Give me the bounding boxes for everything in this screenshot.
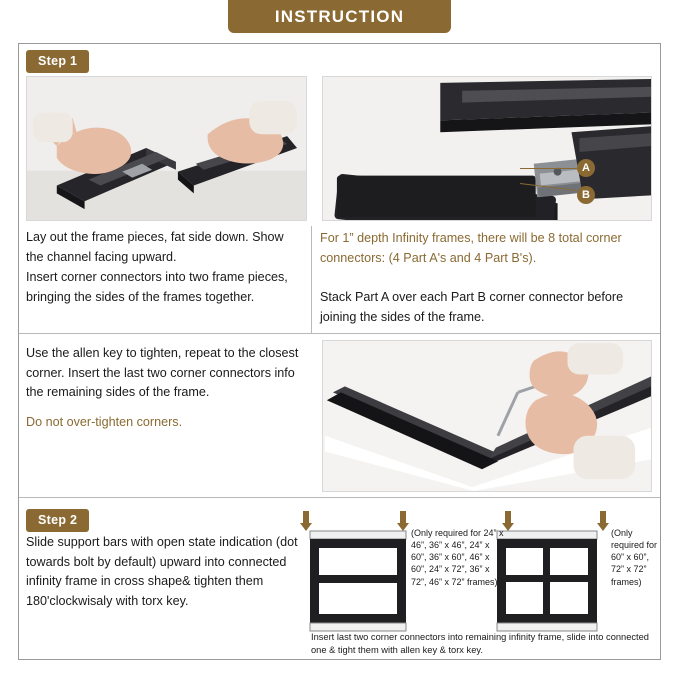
step1-text-right-2: Stack Part A over each Part B corner connector before joining the sides of the frame.: [320, 290, 624, 324]
step2-note-bottom: Insert last two corner connectors into remaining infinity frame, slide into connected one & tight them with allen key & torx key.: [311, 632, 649, 656]
tightening-corner-with-allen-key-photo: [322, 340, 652, 492]
hands-assembling-frame-pieces-photo: [26, 76, 307, 221]
callout-badge-b: B: [577, 186, 595, 204]
step1-text-lower: Use the allen key to tighten, repeat to the closest corner. Insert the last two corner connectors info the remaining sides of the frame.: [26, 346, 299, 400]
step2-text: Slide support bars with open state indication (dot towards bolt by default) upward into connected infinity frame in cross shape& tighten them 180'clockwisaly with torx key.: [26, 535, 298, 608]
page-title: INSTRUCTION: [274, 6, 405, 26]
step2-note-left: (Only required for 24” x 46”, 36” x 46”, 24” x 60”, 36” x 60”, 46” x 60”, 24” x 72”, 36” x 72”, 46” x 72” frames): [411, 528, 504, 587]
step2-note-right: (Only required for 60” x 60”, 72” x 72” frames): [611, 528, 658, 587]
callout-a-leader-line: [520, 168, 577, 169]
section-divider-1: [19, 333, 660, 334]
column-divider: [311, 226, 312, 333]
step-1-badge: Step 1: [26, 50, 89, 73]
instruction-banner: [228, 0, 451, 33]
step1-text-right-1: For 1” depth Infinity frames, there will be 8 total corner connectors: (4 Part A's and 4 Part B's).: [320, 231, 622, 265]
step1-warning-text: Do not over-tighten corners.: [26, 415, 183, 429]
corner-connector-closeup-photo: [322, 76, 652, 221]
step-2-badge: Step 2: [26, 509, 89, 532]
callout-badge-a: A: [577, 159, 595, 177]
step1-text-left-1: Lay out the frame pieces, fat side down. Show the channel facing upward.: [26, 230, 284, 264]
step1-text-left-2: Insert corner connectors into two frame pieces, bringing the sides of the frames together.: [26, 270, 288, 304]
section-divider-2: [19, 497, 660, 498]
